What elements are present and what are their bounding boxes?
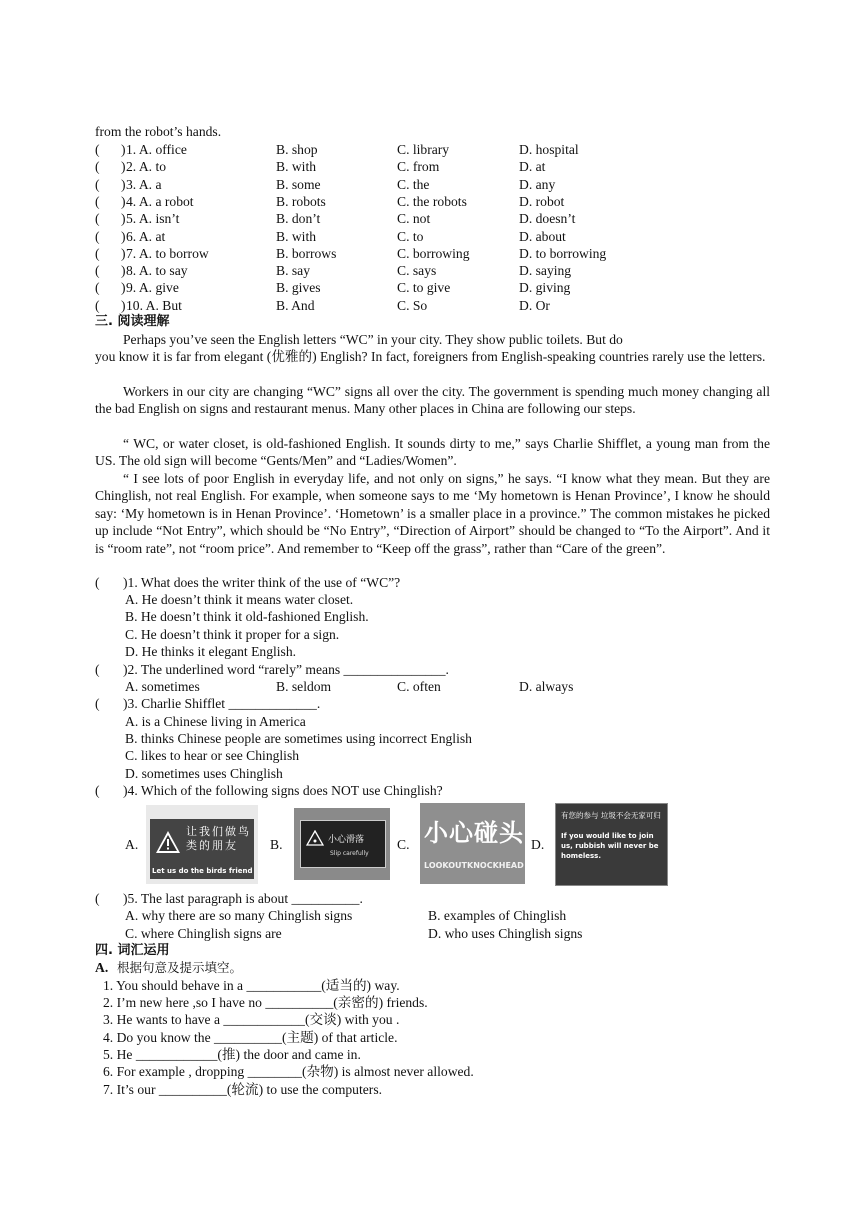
sign-a-chinese: 让我们做鸟类的朋友 xyxy=(186,825,251,852)
option-a: 3. A. a xyxy=(126,176,162,192)
option-d: D. doesn’t xyxy=(519,211,576,227)
q1-option-c: C. He doesn’t think it proper for a sign. xyxy=(125,627,340,642)
option-c: C. the xyxy=(397,176,430,192)
vocab-item: 2. I’m new here ,so I have no __________(亲密的) friends. xyxy=(103,995,428,1010)
cloze-question-row xyxy=(95,176,795,193)
option-c: C. says xyxy=(397,263,437,279)
q1-option-b: B. He doesn’t think it old-fashioned English. xyxy=(125,609,369,624)
sign-b-chinese: 小心滑落 xyxy=(328,835,365,845)
slip-warning-icon xyxy=(306,830,324,846)
sign-a-english: Let us do the birds friend xyxy=(152,867,253,875)
q4-label-b: B. xyxy=(270,837,283,852)
answer-paren-close: ) xyxy=(121,280,126,296)
answer-paren-close: ) xyxy=(121,176,126,192)
cloze-question-row xyxy=(95,262,795,279)
option-b: B. And xyxy=(276,297,315,313)
answer-paren-open: ( xyxy=(95,142,100,157)
option-d: D. giving xyxy=(519,280,571,296)
q5-option-c: C. where Chinglish signs are xyxy=(125,926,282,941)
vocab-item: 7. It’s our __________(轮流) to use the computers. xyxy=(103,1082,383,1097)
answer-paren-open: ( xyxy=(95,176,100,192)
option-b: B. with xyxy=(276,159,317,175)
vocab-instruction: 根据句意及提示填空。 xyxy=(117,960,243,975)
option-a: 4. A. a robot xyxy=(126,193,194,209)
q1-option-d: D. He thinks it elegant English. xyxy=(125,644,297,659)
answer-paren-open: ( xyxy=(95,245,100,261)
vocab-item: 3. He wants to have a ____________(交谈) with you . xyxy=(103,1012,400,1027)
passage-p1-rest: you know it is far from elegant (优雅的) English? In fact, foreigners from English-speaking countries rarely use the letters. xyxy=(95,349,766,364)
answer-paren-open: ( xyxy=(95,211,100,227)
vocab-sub-letter: A. xyxy=(95,960,109,975)
passage-p4: “ I see lots of poor English in everyday life, and not only on signs,” he says. “I know what they mean. But they are Chinglish, not real English. For example, when someone says to me ‘My hometown is Henan Province’, I know he should say: ‘My hometown is in Henan Province’. ‘Hometown’ is a smaller place in a province.” The common mistakes he picked up include “Not Entry”, which should be “No Entry”, “Direction of Airport” should be changed to “To the Airport”. And it is “room rate”, not “room price”. And remember to “Keep off the grass”, rather than “Care of the green”. xyxy=(95,471,770,556)
option-b: B. some xyxy=(276,176,321,192)
option-d: D. robot xyxy=(519,193,565,209)
option-b: B. with xyxy=(276,228,317,244)
answer-paren-open: ( xyxy=(95,280,100,296)
q5-option-b: B. examples of Chinglish xyxy=(428,908,567,923)
q3-paren: ( xyxy=(95,696,100,711)
answer-paren-open: ( xyxy=(95,228,100,244)
option-d: D. hospital xyxy=(519,142,579,157)
option-b: B. borrows xyxy=(276,245,337,261)
answer-paren-close: ) xyxy=(121,263,126,279)
q1-option-a: A. He doesn’t think it means water closet. xyxy=(125,592,354,607)
q5-option-a: A. why there are so many Chinglish signs xyxy=(125,908,353,923)
option-c: C. to xyxy=(397,228,424,244)
option-b: B. gives xyxy=(276,280,321,296)
q4-label-d: D. xyxy=(531,837,545,852)
q1-paren: ( xyxy=(95,575,100,590)
q3-option-b: B. thinks Chinese people are sometimes using incorrect English xyxy=(125,731,472,746)
q5-option-d: D. who uses Chinglish signs xyxy=(428,926,583,941)
sign-image-a xyxy=(146,805,258,884)
q4-label-a: A. xyxy=(125,837,139,852)
q1-stem: )1. What does the writer think of the use of “WC”? xyxy=(123,575,401,590)
q2-option-c: C. often xyxy=(397,679,441,694)
cloze-question-row xyxy=(95,158,795,175)
cloze-question-row xyxy=(95,210,795,227)
answer-paren-close: ) xyxy=(121,159,126,175)
answer-paren-close: ) xyxy=(121,193,126,209)
option-c: C. the robots xyxy=(397,193,467,209)
option-a: 5. A. isn’t xyxy=(126,211,180,227)
option-d: D. to borrowing xyxy=(519,245,607,261)
option-a: 7. A. to borrow xyxy=(126,245,209,261)
option-c: C. borrowing xyxy=(397,245,470,261)
cloze-question-row xyxy=(95,279,795,296)
sign-image-b xyxy=(294,808,390,880)
answer-paren-open: ( xyxy=(95,193,100,209)
option-b: B. shop xyxy=(276,142,318,157)
answer-paren-close: ) xyxy=(121,142,126,157)
option-d: D. about xyxy=(519,228,566,244)
option-c: C. So xyxy=(397,297,428,313)
cloze-question-row xyxy=(95,245,795,262)
answer-paren-close: ) xyxy=(121,228,126,244)
q4-paren: ( xyxy=(95,783,100,798)
option-d: D. saying xyxy=(519,263,572,279)
q2-option-b: B. seldom xyxy=(276,679,332,694)
answer-paren-close: ) xyxy=(121,297,126,313)
sign-c-english: LOOKOUTKNOCKHEAD xyxy=(424,861,524,870)
option-a: 10. A. But xyxy=(126,297,182,313)
vocab-item: 5. He ____________(推) the door and came in. xyxy=(103,1047,361,1062)
warning-triangle-icon xyxy=(154,829,182,855)
answer-paren-open: ( xyxy=(95,297,100,313)
option-c: C. library xyxy=(397,142,450,157)
q4-stem: )4. Which of the following signs does NOT use Chinglish? xyxy=(123,783,443,798)
sign-d-english: If you would like to join us, rubbish will never be homeless. xyxy=(561,832,659,860)
q3-option-d: D. sometimes uses Chinglish xyxy=(125,766,283,781)
q5-stem: )5. The last paragraph is about __________. xyxy=(123,891,363,906)
sign-image-d xyxy=(555,803,668,886)
passage-p1-line1: Perhaps you’ve seen the English letters “WC” in your city. They show public toilets. But do xyxy=(123,332,623,347)
q5-paren: ( xyxy=(95,891,100,906)
option-d: D. Or xyxy=(519,297,550,313)
cloze-question-row xyxy=(95,228,795,245)
cloze-question-row xyxy=(95,141,795,158)
sign-image-c xyxy=(420,803,525,884)
vocab-item: 4. Do you know the __________(主题) of that article. xyxy=(103,1030,398,1045)
option-a: 1. A. office xyxy=(126,142,187,157)
reading-heading: 三. 阅读理解 xyxy=(95,314,170,329)
sign-c-chinese: 小心碰头 xyxy=(424,819,524,847)
q2-option-a: A. sometimes xyxy=(125,679,200,694)
q3-option-c: C. likes to hear or see Chinglish xyxy=(125,748,300,763)
sign-b-english: Slip carefully xyxy=(330,850,369,857)
option-b: B. robots xyxy=(276,193,326,209)
option-a: 8. A. to say xyxy=(126,263,188,279)
option-b: B. say xyxy=(276,263,310,279)
sign-d-chinese: 有您的参与 垃圾不会无家可归 xyxy=(561,811,661,820)
answer-paren-close: ) xyxy=(121,211,126,227)
vocab-heading: 四. 词汇运用 xyxy=(95,943,170,958)
cloze-question-row xyxy=(95,297,795,314)
option-c: C. not xyxy=(397,211,431,227)
q2-option-d: D. always xyxy=(519,679,574,694)
q3-option-a: A. is a Chinese living in America xyxy=(125,714,306,729)
option-a: 9. A. give xyxy=(126,280,179,296)
answer-paren-open: ( xyxy=(95,159,100,175)
cloze-question-row xyxy=(95,193,795,210)
intro-tail: from the robot’s hands. xyxy=(95,124,222,139)
q4-label-c: C. xyxy=(397,837,410,852)
answer-paren-open: ( xyxy=(95,263,100,279)
q2-paren: ( xyxy=(95,662,100,677)
passage-p3: “ WC, or water closet, is old-fashioned English. It sounds dirty to me,” says Charlie Shifflet, a young man from the US. The old sign will become “Gents/Men” and “Ladies/Women”. xyxy=(95,436,770,469)
vocab-item: 6. For example , dropping ________(杂物) is almost never allowed. xyxy=(103,1064,474,1079)
vocab-item: 1. You should behave in a ___________(适当的) way. xyxy=(103,978,400,993)
option-c: C. from xyxy=(397,159,440,175)
option-d: D. at xyxy=(519,159,546,175)
passage-p2: Workers in our city are changing “WC” signs all over the city. The government is spending much money changing all the bad English on signs and restaurant menus. Many other places in China are following our steps. xyxy=(95,384,770,417)
option-a: 6. A. at xyxy=(126,228,166,244)
option-b: B. don’t xyxy=(276,211,321,227)
option-c: C. to give xyxy=(397,280,451,296)
option-d: D. any xyxy=(519,176,556,192)
answer-paren-close: ) xyxy=(121,245,126,261)
q3-stem: )3. Charlie Shifflet _____________. xyxy=(123,696,321,711)
option-a: 2. A. to xyxy=(126,159,167,175)
q2-stem: )2. The underlined word “rarely” means _______________. xyxy=(123,662,449,677)
